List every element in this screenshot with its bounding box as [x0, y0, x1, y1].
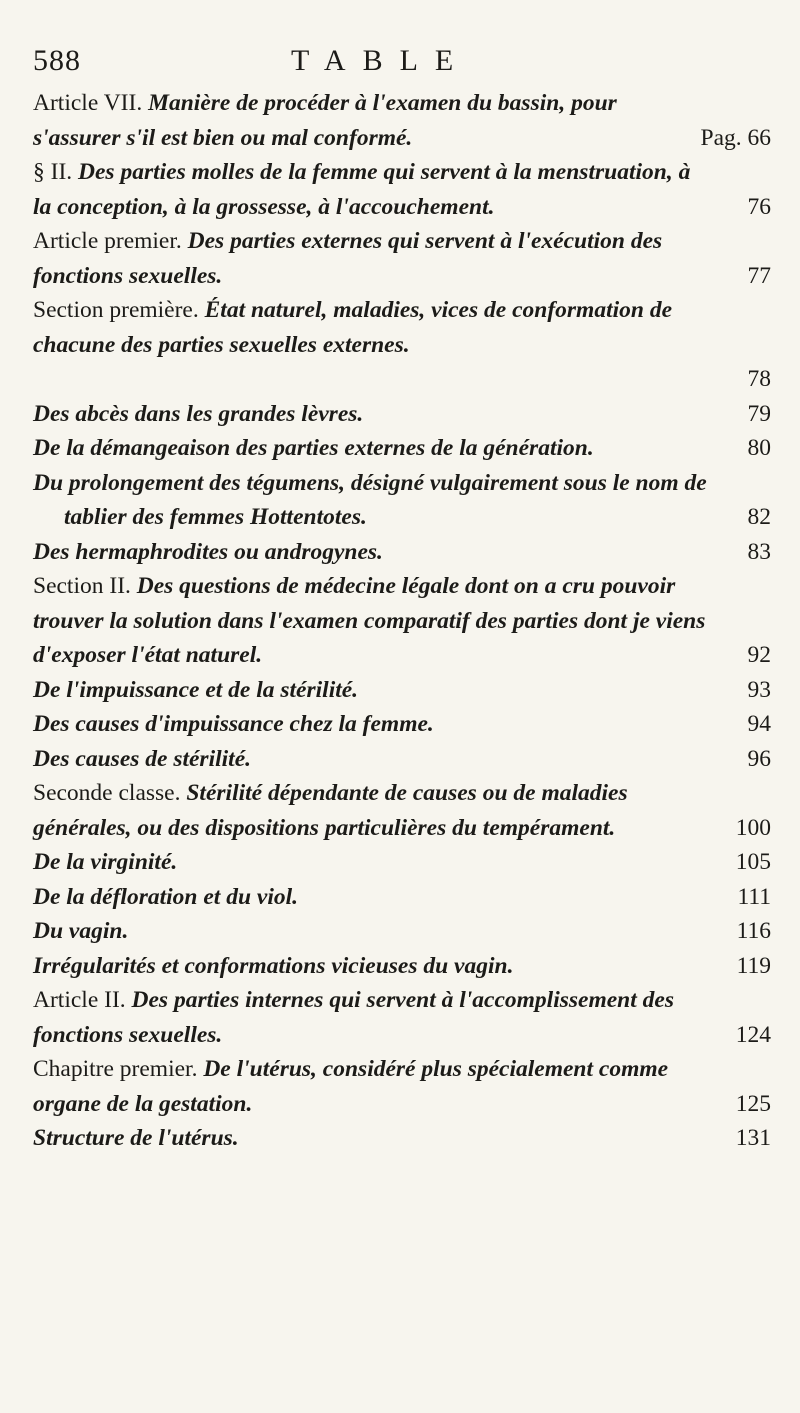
toc-entry-text [33, 224, 771, 293]
page-number-ref: 125 [735, 1090, 771, 1117]
toc-entry-text [33, 397, 771, 432]
toc-entry-text [33, 880, 771, 915]
toc-entry-page [748, 362, 772, 397]
toc-entry-page [748, 500, 772, 535]
page-number-ref: 78 [747, 366, 771, 392]
toc-entry [33, 224, 771, 293]
toc-entry [33, 431, 771, 466]
toc-entry [33, 845, 771, 880]
toc-entry [33, 397, 771, 432]
toc-entry-text [33, 707, 771, 742]
toc-entry [33, 914, 771, 949]
page-prefix: Pag. [700, 124, 748, 151]
toc-entry-page [748, 259, 772, 294]
toc-entry [33, 707, 771, 742]
toc-entry [33, 1121, 771, 1156]
toc-entry [33, 1052, 771, 1121]
page-header [33, 44, 740, 84]
toc-entry-page [736, 1121, 771, 1156]
toc-entry-page [736, 1018, 771, 1053]
toc-entry-lead: Chapitre premier. [33, 1056, 204, 1082]
toc-entry-page [748, 431, 772, 466]
toc-entry-title: Du prolongement des tégumens, désigné vulgairement sous le nom de tablier des femmes Hottentotes. [33, 469, 707, 530]
toc-entry-text [33, 535, 771, 570]
toc-entry-page [736, 1087, 771, 1122]
toc-entry-title: Manière de procéder à l'examen du bassin, pour s'assurer s'il est bien ou mal conformé. [33, 90, 617, 151]
running-title: TABLE [291, 44, 471, 77]
toc-entry-page [748, 397, 772, 432]
toc-entry-text [33, 776, 771, 845]
page-number-ref: 116 [736, 918, 771, 944]
toc-entry-text [33, 466, 771, 535]
toc-entry-text [33, 431, 771, 466]
toc-entry-page [748, 742, 772, 777]
toc-entry [33, 742, 771, 777]
toc-entry-text [33, 673, 771, 708]
toc-entry-page [748, 535, 772, 570]
toc-entry-title: De la défloration et du viol. [33, 883, 299, 910]
table-of-contents [33, 86, 771, 1156]
page-number-ref: 82 [747, 504, 771, 530]
toc-entry-title: Irrégularités et conformations vicieuses du vagin. [33, 952, 514, 979]
toc-entry-text [33, 1052, 771, 1121]
page-number-ref: 66 [747, 124, 771, 151]
toc-entry-title: De l'utérus, considéré plus spécialement comme organe de la gestation. [33, 1056, 669, 1117]
toc-entry-text [33, 949, 771, 984]
page-number-ref: 96 [747, 745, 771, 772]
toc-entry-title: Des parties internes qui servent à l'accomplissement des fonctions sexuelles. [33, 987, 674, 1048]
toc-entry-title: De la virginité. [33, 849, 178, 875]
toc-entry [33, 155, 771, 224]
page-number-ref: 83 [747, 538, 771, 565]
page-number-ref: 131 [735, 1125, 771, 1151]
toc-entry [33, 983, 771, 1052]
page-number-ref: 105 [735, 849, 771, 875]
toc-entry-lead: Section première. [33, 297, 205, 323]
page-number-ref: 77 [747, 262, 771, 289]
toc-entry [33, 673, 771, 708]
toc-entry-page [736, 811, 771, 846]
toc-entry-page [748, 638, 772, 673]
toc-entry-lead: § II. [33, 159, 79, 185]
toc-entry-lead: Article premier. [33, 228, 188, 254]
toc-entry-page [737, 880, 771, 915]
toc-entry-page [737, 914, 771, 949]
toc-entry-title: État naturel, maladies, vices de conformation de chacune des parties sexuelles externes. [33, 297, 672, 358]
page-number-ref: 124 [735, 1021, 771, 1048]
toc-entry [33, 535, 771, 570]
toc-entry-text [33, 569, 771, 673]
toc-entry-lead: Article VII. [33, 90, 149, 116]
toc-entry-text [33, 983, 771, 1052]
toc-entry-text [33, 845, 771, 880]
toc-entry-page [748, 707, 772, 742]
toc-entry-title: De la démangeaison des parties externes de la génération. [33, 435, 594, 461]
page-number-ref: 94 [747, 711, 771, 737]
toc-entry-title: Des parties externes qui servent à l'exécution des fonctions sexuelles. [33, 228, 663, 289]
toc-entry [33, 569, 771, 673]
toc-entry-title: Stérilité dépendante de causes ou de maladies générales, ou des dispositions particulières du tempérament. [33, 780, 628, 841]
page-number-ref: 76 [747, 193, 771, 220]
toc-entry-page [748, 673, 772, 708]
toc-entry-lead: Seconde classe. [33, 780, 187, 806]
toc-entry-title: Structure de l'utérus. [33, 1125, 239, 1151]
toc-entry-title: De l'impuissance et de la stérilité. [33, 676, 359, 703]
page-number-ref: 92 [747, 642, 771, 668]
toc-entry-text [33, 1121, 771, 1156]
toc-entry-page [701, 121, 772, 156]
toc-entry [33, 880, 771, 915]
toc-entry-title: Des hermaphrodites ou androgynes. [33, 538, 383, 565]
toc-entry [33, 776, 771, 845]
page-number-ref: 111 [737, 883, 771, 910]
toc-entry [33, 949, 771, 984]
toc-entry-title: Des abcès dans les grandes lèvres. [33, 400, 364, 427]
toc-entry-text [33, 914, 771, 949]
page-number-ref: 119 [736, 952, 771, 979]
page-number-ref: 100 [735, 814, 771, 841]
toc-entry [33, 466, 771, 535]
toc-entry-page [736, 845, 771, 880]
toc-entry [33, 86, 771, 155]
page-number-ref: 93 [747, 676, 771, 703]
toc-entry [33, 293, 771, 397]
toc-entry-text [33, 293, 771, 362]
toc-entry-page [748, 190, 772, 225]
toc-entry-title: Des parties molles de la femme qui servent à la menstruation, à la conception, à la grossesse, à l'accouchement. [33, 159, 691, 220]
page-number: 588 [33, 44, 81, 77]
toc-entry-text [33, 742, 771, 777]
toc-entry-text [33, 155, 771, 224]
page-number-ref: 79 [747, 400, 771, 427]
toc-entry-title: Des causes d'impuissance chez la femme. [33, 711, 434, 737]
toc-entry-lead: Article II. [33, 987, 132, 1013]
toc-entry-title: Des causes de stérilité. [33, 745, 251, 772]
toc-entry-lead: Section II. [33, 573, 137, 599]
toc-entry-text [33, 86, 771, 155]
page-number-ref: 80 [747, 435, 771, 461]
toc-entry-page [737, 949, 771, 984]
toc-entry-title: Du vagin. [33, 918, 129, 944]
toc-entry-title: Des questions de médecine légale dont on a cru pouvoir trouver la solution dans l'examen comparatif des parties dont je viens d'exposer l'état naturel. [33, 573, 706, 668]
